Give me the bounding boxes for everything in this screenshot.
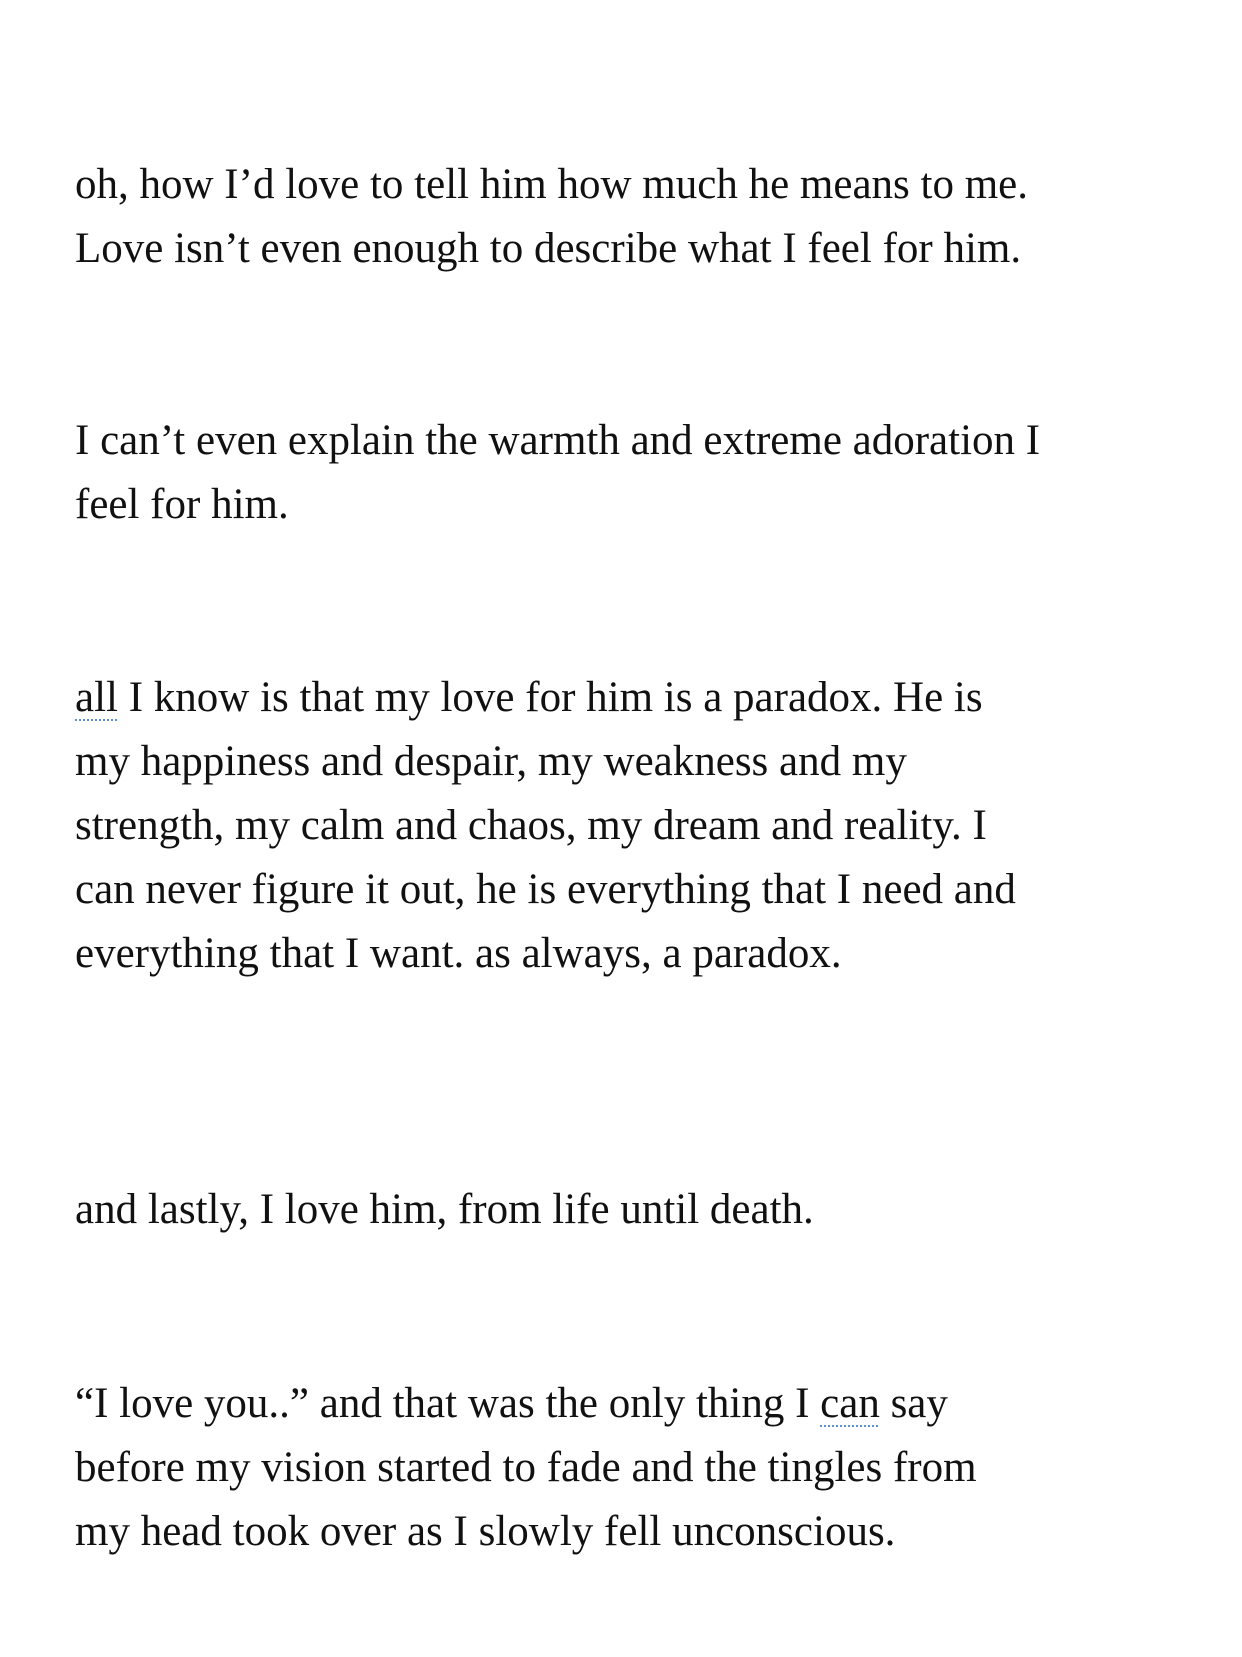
- paragraph-1: [75, 153, 1205, 281]
- text-line: everything that I want. as always, a paradox.: [75, 930, 842, 977]
- text-line: strength, my calm and chaos, my dream and reality. I: [75, 802, 987, 849]
- text-fragment: say: [879, 1380, 948, 1427]
- text-line: Love isn’t even enough to describe what I feel for him.: [75, 225, 1022, 272]
- paragraph-5: [75, 1372, 1205, 1564]
- text-line: can never figure it out, he is everything that I need and: [75, 866, 1016, 913]
- text-fragment: “I love you..” and that was the only thing I: [75, 1380, 821, 1427]
- text-fragment: I know is that my love for him is a paradox. He is: [117, 674, 983, 721]
- paragraph-3: [75, 666, 1205, 986]
- text-line: and lastly, I love him, from life until death.: [75, 1186, 814, 1233]
- paragraph-4: [75, 1178, 1205, 1242]
- text-line: I can’t even explain the warmth and extreme adoration I: [75, 417, 1041, 464]
- text-line: feel for him.: [75, 481, 289, 528]
- text-line: before my vision started to fade and the tingles from: [75, 1444, 977, 1491]
- text-line: my head took over as I slowly fell unconscious.: [75, 1508, 896, 1555]
- text-line: my happiness and despair, my weakness and my: [75, 738, 907, 785]
- spellcheck-flagged-word[interactable]: can: [820, 1380, 880, 1427]
- text-line: [75, 666, 1205, 730]
- spellcheck-flagged-word[interactable]: all: [75, 674, 118, 721]
- text-line: oh, how I’d love to tell him how much he means to me.: [75, 161, 1028, 208]
- text-line: [75, 1372, 1205, 1436]
- paragraph-2: [75, 409, 1205, 537]
